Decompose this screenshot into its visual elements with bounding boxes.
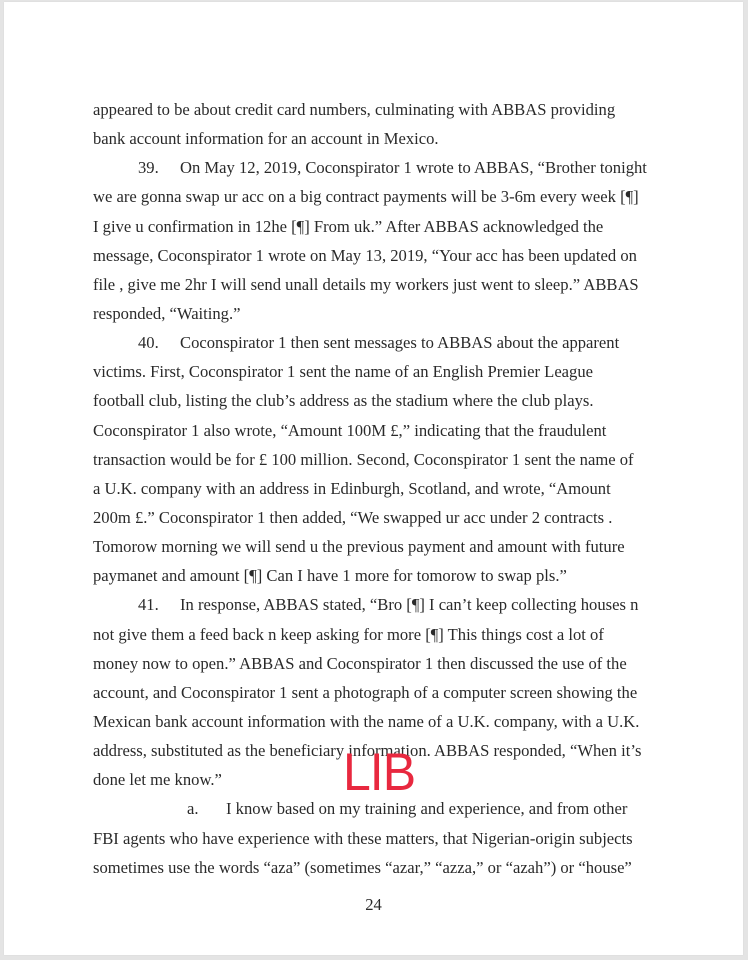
- paragraph-number: 40.: [138, 333, 159, 353]
- line-text: bank account information for an account in Mexico.: [93, 129, 439, 149]
- line-text: Mexican bank account information with the name of a U.K. company, with a U.K.: [93, 711, 640, 731]
- line-text: transaction would be for £ 100 million. Second, Coconspirator 1 sent the name of: [93, 449, 634, 469]
- line-text: In response, ABBAS stated, “Bro [¶] I can’t keep collecting houses n: [180, 595, 639, 615]
- line-text: address, substituted as the beneficiary information. ABBAS responded, “When it’s: [93, 741, 642, 761]
- text-line: [93, 561, 659, 590]
- text-line: [93, 416, 659, 445]
- paragraph-number: 39.: [138, 158, 159, 178]
- text-line: [93, 853, 659, 882]
- paragraph-start-line: [93, 590, 659, 619]
- line-text: 200m £.” Coconspirator 1 then added, “We swapped ur acc under 2 contracts .: [93, 507, 613, 527]
- line-text: responded, “Waiting.”: [93, 303, 241, 323]
- line-text: FBI agents who have experience with these matters, that Nigerian-origin subjects: [93, 828, 633, 848]
- line-text: I give u confirmation in 12he [¶] From uk.” After ABBAS acknowledged the: [93, 216, 604, 236]
- subparagraph-letter: a.: [187, 799, 199, 819]
- text-line: [93, 124, 659, 153]
- text-line: [93, 182, 659, 211]
- text-line: [93, 357, 659, 386]
- line-text: I know based on my training and experience, and from other: [226, 799, 628, 819]
- line-text: account, and Coconspirator 1 sent a photograph of a computer screen showing the: [93, 682, 638, 702]
- text-line: [93, 678, 659, 707]
- text-line: [93, 620, 659, 649]
- line-text: file , give me 2hr I will send unall details my workers just went to sleep.” ABBAS: [93, 274, 639, 294]
- line-text: a U.K. company with an address in Edinburgh, Scotland, and wrote, “Amount: [93, 478, 611, 498]
- page-number: 24: [365, 895, 382, 914]
- text-line: [93, 445, 659, 474]
- line-text: sometimes use the words “aza” (sometimes “azar,” “azza,” or “azah”) or “house”: [93, 857, 632, 877]
- line-text: Tomorow morning we will send u the previous payment and amount with future: [93, 537, 625, 557]
- text-line: [93, 270, 659, 299]
- line-text: paymanet and amount [¶] Can I have 1 more for tomorow to swap pls.”: [93, 566, 567, 586]
- text-line: [93, 707, 659, 736]
- text-line: [93, 241, 659, 270]
- line-text: message, Coconspirator 1 wrote on May 13, 2019, “Your acc has been updated on: [93, 245, 637, 265]
- line-text: Coconspirator 1 also wrote, “Amount 100M £,” indicating that the fraudulent: [93, 420, 607, 440]
- paragraph-start-line: [93, 153, 659, 182]
- line-text: we are gonna swap ur acc on a big contract payments will be 3-6m every week [¶]: [93, 187, 639, 207]
- text-line: [93, 386, 659, 415]
- line-text: appeared to be about credit card numbers, culminating with ABBAS providing: [93, 100, 616, 119]
- line-text: Coconspirator 1 then sent messages to ABBAS about the apparent: [180, 333, 620, 353]
- text-line: [93, 474, 659, 503]
- line-text: On May 12, 2019, Coconspirator 1 wrote to ABBAS, “Brother tonight: [180, 158, 647, 178]
- line-text: not give them a feed back n keep asking for more [¶] This things cost a lot of: [93, 624, 604, 644]
- paragraph-start-line: [93, 328, 659, 357]
- text-line: [93, 299, 659, 328]
- line-text: victims. First, Coconspirator 1 sent the name of an English Premier League: [93, 362, 594, 382]
- line-text: money now to open.” ABBAS and Coconspirator 1 then discussed the use of the: [93, 653, 627, 673]
- line-text: done let me know.”: [93, 770, 222, 790]
- text-line: [93, 95, 659, 124]
- document-page: [4, 2, 743, 955]
- text-line: [93, 212, 659, 241]
- watermark: LIB: [343, 742, 416, 802]
- text-line: [93, 503, 659, 532]
- line-text: football club, listing the club’s address as the stadium where the club plays.: [93, 391, 594, 411]
- text-line: [93, 532, 659, 561]
- text-line: [93, 824, 659, 853]
- paragraph-number: 41.: [138, 595, 159, 615]
- text-line: [93, 649, 659, 678]
